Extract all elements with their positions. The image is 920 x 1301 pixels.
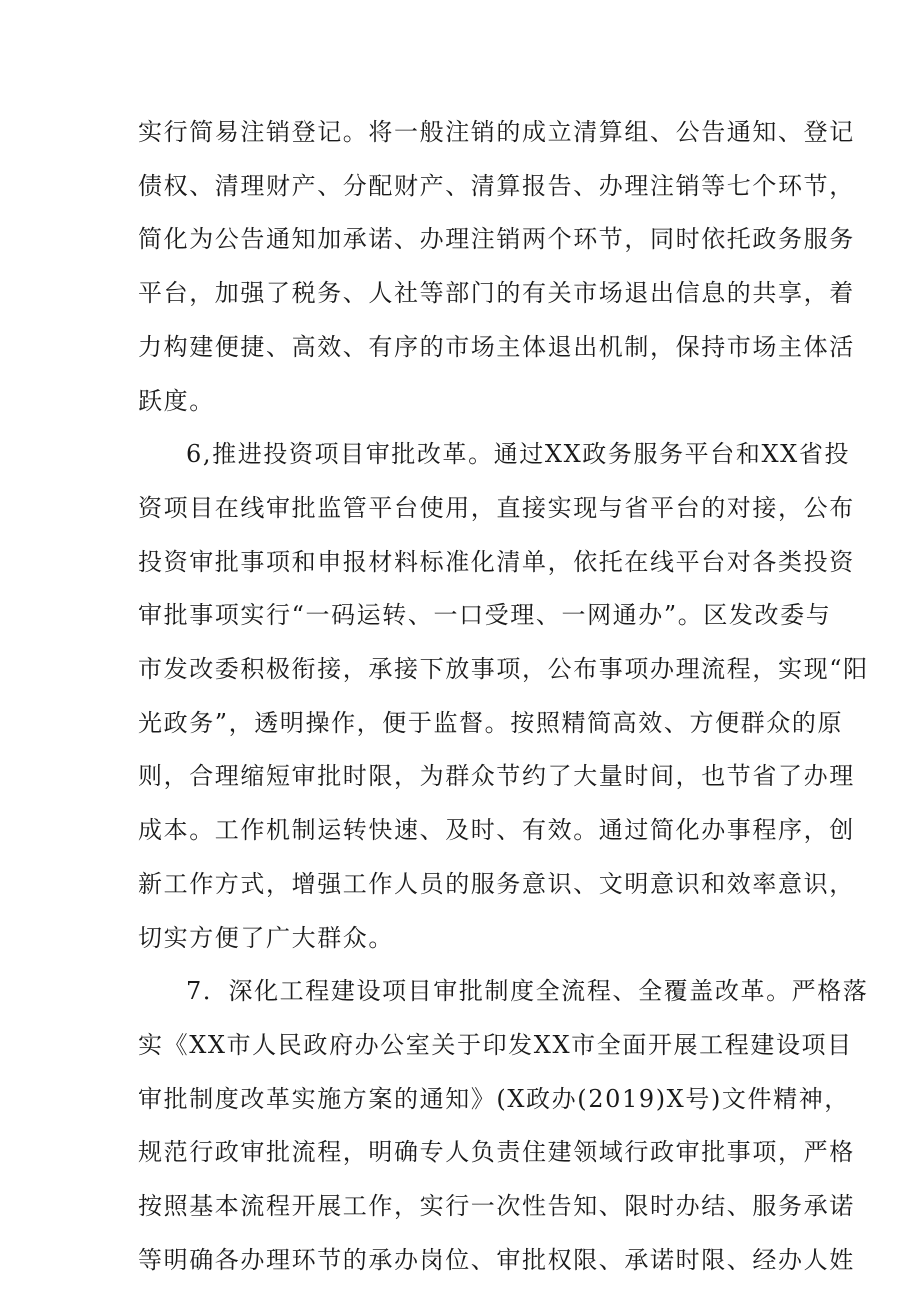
text-line: 审批制度改革实施方案的通知》(X政办(2019)X号)文件精神， — [138, 1084, 850, 1113]
paragraph-investment-approval — [138, 428, 869, 965]
document-body — [138, 106, 869, 1287]
text-line: 力构建便捷、高效、有序的市场主体退出机制，保持市场主体活 — [138, 332, 855, 361]
text-line: 切实方便了广大群众。 — [138, 923, 394, 952]
text-line: 则，合理缩短审批时限，为群众节约了大量时间，也节省了办理 — [138, 762, 855, 791]
text-line: 新工作方式，增强工作人员的服务意识、文明意识和效率意识， — [138, 869, 855, 898]
paragraph-construction-approval — [138, 965, 869, 1287]
text-line: 市发改委积极衔接，承接下放事项，公布事项办理流程，实现“阳 — [138, 655, 869, 684]
paragraph-market-exit — [138, 106, 855, 428]
text-line: 简化为公告通知加承诺、办理注销两个环节，同时依托政务服务 — [138, 225, 855, 254]
text-line: 跃度。 — [138, 386, 215, 415]
text-line: 成本。工作机制运转快速、及时、有效。通过简化办事程序，创 — [138, 816, 855, 845]
text-line: 按照基本流程开展工作，实行一次性告知、限时办结、服务承诺 — [138, 1192, 855, 1221]
text-line: 7．深化工程建设项目审批制度全流程、全覆盖改革。严格落 — [186, 977, 869, 1006]
text-line: 光政务”，透明操作，便于监督。按照精简高效、方便群众的原 — [138, 708, 844, 737]
text-line: 6,推进投资项目审批改革。通过XX政务服务平台和XX省投 — [186, 440, 851, 469]
text-line: 审批事项实行“一码运转、一口受理、一网通办”。区发改委与 — [138, 601, 832, 630]
text-line: 实《XX市人民政府办公室关于印发XX市全面开展工程建设项目 — [138, 1030, 853, 1059]
text-line: 债权、清理财产、分配财产、清算报告、办理注销等七个环节， — [138, 171, 855, 200]
text-line: 实行简易注销登记。将一般注销的成立清算组、公告通知、登记 — [138, 118, 855, 146]
text-line: 平台，加强了税务、人社等部门的有关市场退出信息的共享，着 — [138, 279, 855, 308]
text-line: 规范行政审批流程，明确专人负责住建领域行政审批事项，严格 — [138, 1138, 855, 1167]
text-line: 资项目在线审批监管平台使用，直接实现与省平台的对接，公布 — [138, 493, 855, 522]
text-line: 等明确各办理环节的承办岗位、审批权限、承诺时限、经办人姓 — [138, 1245, 855, 1274]
text-line: 投资审批事项和申报材料标准化清单，依托在线平台对各类投资 — [138, 547, 855, 576]
